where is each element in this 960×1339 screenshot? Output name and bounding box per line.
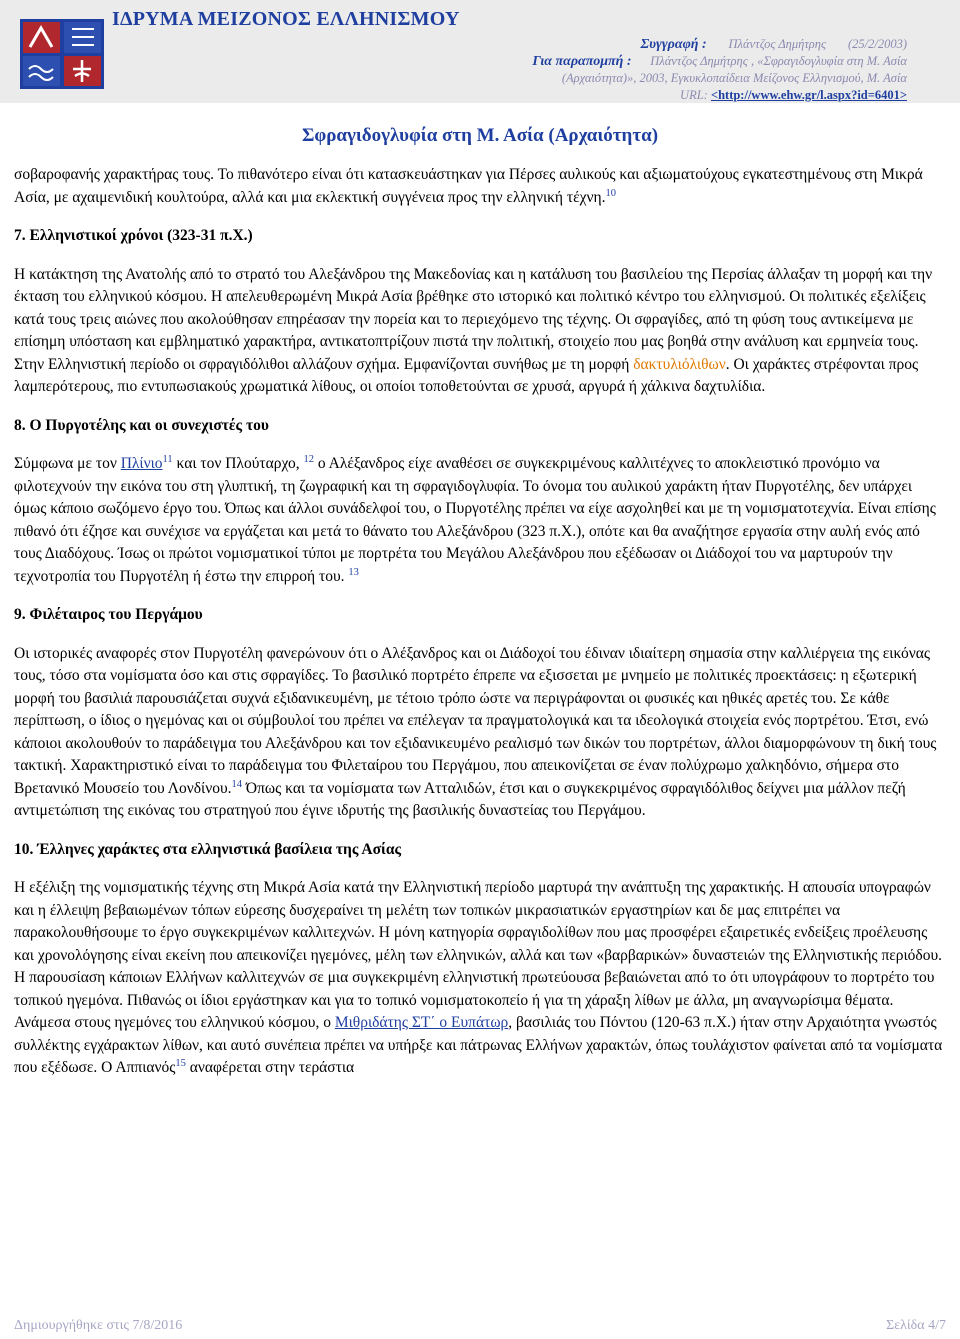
paragraph: Σύμφωνα με τον Πλίνιο$^{11}$ και τον Πλούταρχο, $^{12}$ ο Αλέξανδρος είχε αναθέσει σε συγκεκριμένους καλλιτέχνες το αποκλειστικό προνόμιο να φιλοτεχνούν την εικόνα του στη γλυπτική, τη ζωγραφική και τη σφραγιδογλυφία. Το όνομα του αυλικού χαράκτη ήταν Πυργοτέλης, δεν υπάρχει όμως κάποιο σωζόμενο έργο του. Όπως και άλλοι συνάδελφοί του, ο Πυργοτέλης πρέπει να είχε ασχοληθεί και με τη νομισματοτεχνία. Είναι επίσης πιθανό ότι έζησε και συνέχισε να εργάζεται και μετά το θάνατο του Αλεξάνδρου (323 π.Χ.), οπότε και θα αναζήτησε εργασία στην αυλή ενός από τους Διαδόχους. Ίσως οι πρώτοι νομισματικοί τύποι με πορτρέτα του Μεγάλου Αλεξάνδρου που εξέδωσαν οι Διάδοχοί του να μαρτυρούν την τεχνοτροπία του Πυργοτέλη ή έστω την επιρροή του. $^{13}$ xyxy=(14,454,936,585)
footnote-ref[interactable]: 12 xyxy=(303,454,314,465)
page-number: Σελίδα 4/7 xyxy=(886,1318,946,1333)
citation-line-1: Πλάντζος Δημήτρης , «Σφραγιδογλυφία στη Μ. Ασία xyxy=(650,54,907,68)
citation-label: Για παραπομπή : xyxy=(532,54,632,69)
foundation-logo-icon xyxy=(20,19,104,89)
footnote-ref[interactable]: 10 xyxy=(605,187,617,199)
glossary-term[interactable]: δακτυλιόλιθων xyxy=(633,355,726,373)
section-heading-10: 10. Έλληνες χαράκτες στα ελληνιστικά βασίλεια της Ασίας xyxy=(14,840,402,858)
url-label: URL: xyxy=(680,88,711,102)
document-title: Σφραγιδογλυφία στη Μ. Ασία (Αρχαιότητα) xyxy=(301,125,659,146)
page-header xyxy=(0,0,960,103)
author-date: (25/2/2003) xyxy=(847,37,907,51)
paragraph: σοβαροφανής χαρακτήρας τους. Το πιθανότερο είναι ότι κατασκευάστηκαν για Πέρσες αυλικούς και αξιωματούχους εγκατεστημένους στη Μικρά Ασία, με αχαιμενιδική κουλτούρα, αλλά και μια εκλεκτική συγγένεια προς την ελληνική τέχνη.$^{10}$ xyxy=(14,166,923,206)
citation-url-link[interactable]: <http://www.ehw.gr/l.aspx?id=6401> xyxy=(710,88,907,102)
citation-block xyxy=(347,36,907,104)
author-label: Συγγραφή : xyxy=(640,37,707,52)
section-heading-8: 8. Ο Πυργοτέλης και οι συνεχιστές του xyxy=(14,416,269,434)
article-body xyxy=(14,164,946,1096)
mithridates-link[interactable]: Μιθριδάτης ΣΤ΄ ο Ευπάτωρ xyxy=(334,1014,509,1031)
footnote-ref[interactable]: 13 xyxy=(348,566,359,578)
created-date: Δημιουργήθηκε στις 7/8/2016 xyxy=(14,1318,183,1333)
footnote-ref[interactable]: 11 xyxy=(162,454,173,465)
org-title: ΙΔΡΥΜΑ ΜΕΙΖΟΝΟΣ ΕΛΛΗΝΙΣΜΟΥ xyxy=(112,8,460,30)
author-name: Πλάντζος Δημήτρης xyxy=(728,37,827,51)
paragraph: Η κατάκτηση της Ανατολής από το στρατό του Αλεξάνδρου της Μακεδονίας και η κατάλυση του βασιλείου της Περσίας άλλαξαν τη μορφή και την έκταση του ελληνικού κόσμου. Η απελευθερωμένη Μικρά Ασία βρέθηκε στο ιστορικό και πολιτικό κέντρο του ελληνισμού. Οι πολιτικές εξελίξεις κατά τους τρεις αιώνες που ακολούθησαν επηρέασαν την πορεία και το περιεχόμενο της τέχνης. Οι σφραγίδες, από τη φύση τους αντικείμενα με επίσημη υπόσταση και εμβληματικό χαρακτήρα, αντικατοπτρίζουν πιστά την πολιτική, στοιχείο που μας βοηθά στην ανάλυση και ερμηνεία τους. Στην Ελληνιστική περίοδο οι σφραγιδόλιθοι αλλάζουν σχήμα. Εμφανίζονται συνήθως με τη μορφή δακτυλιόλιθων. Οι χαράκτες στρέφονται προς λαμπερότερους, πιο εντυπωσιακούς χρωματικά λίθους, οι οποίοι τοποθετούνται σε χρυσά, αργυρά ή χάλκινα δαχτυλίδια. xyxy=(14,265,933,395)
page-footer xyxy=(14,1318,946,1334)
pliny-link[interactable]: Πλίνιο xyxy=(120,455,163,472)
citation-line-2: (Αρχαιότητα)», 2003, Εγκυκλοπαίδεια Μείζονος Ελληνισμού, Μ. Ασία xyxy=(561,71,907,85)
paragraph: Οι ιστορικές αναφορές στον Πυργοτέλη φανερώνουν ότι ο Αλέξανδρος και οι Διάδοχοί του έδιναν ιδιαίτερη σημασία στην καλλιέργεια της εικόνας τους, τόσο στα νομίσματα όσο και στις σφραγίδες. Το βασιλικό πορτρέτο έπρεπε να εξισσεται με μνημείο με πολιτικές προεκτάσεις: η εξωτερική μορφή του βασιλιά παρουσιάζεται συχνά εξιδανικευμένη, με τέτοιο τρόπο ώστε να περιγράφονται οι φυσικές και ηθικές αρετές του. Σε κάθε περίπτωση, ο ίδιος ο ηγεμόνας και οι σύμβουλοί του πρέπει να επέλεγαν τα πραγματολογικά και τα ιδεολογικά στοιχεία ενός πορτρέτου. Έτσι, ενώ κάποιοι ακολουθούν το παράδειγμα του Αλεξάνδρου και τον εξιδανικευμένο ρεαλισμό των δικών του πορτρέτων, άλλοι διαμορφώνουν τη δική τους τακτική. Χαρακτηριστικό είναι το παράδειγμα του Φιλεταίρου του Περγάμου, που απεικονίζεται σε έναν πολύχρωμο χαλκηδόνιο, σήμερα στο Βρετανικό Μουσείο του Λονδίνου.$^{14}$ Όπως και τα νομίσματα των Ατταλιδών, έτσι και ο συγκεκριμένος σφραγιδόλιθος δείχνει μια μάλλον πεζή αντιμετώπιση της εικόνας του στρατηγού που έγινε ιδρυτής της βασιλικής δυναστείας του Περγάμου. xyxy=(14,644,937,819)
section-heading-7: 7. Ελληνιστικοί χρόνοι (323-31 π.Χ.) xyxy=(14,227,253,244)
footnote-ref[interactable]: 15 xyxy=(175,1058,186,1069)
paragraph: Η εξέλιξη της νομισματικής τέχνης στη Μικρά Ασία κατά την Ελληνιστική περίοδο μαρτυρά την ανάπτυξη της χαρακτικής. Η απουσία υπογραφών και η έλλειψη βεβαιωμένων τόπων εύρεσης δυσχεραίνει τη μελέτη των τοπικών μικρασιατικών εργαστηρίων και δε μας επιτρέπει να παρακολουθήσουμε το έργο συγκεκριμένων καλλιτεχνών. Η μόνη κατηγορία σφραγιδολίθων που μας προσφέρει εξαιρετικές ενδείξεις προέλευσης και χρονολόγησης είναι εκείνη που απεικονίζει ηγεμόνες, μέλη των ελληνικών, αλλά και των «βαρβαρικών» δυναστειών της Ελληνιστικής περιόδου. Η παρουσίαση κάποιων Ελλήνων καλλιτεχνών σε μια συγκεκριμένη ελληνιστική πρωτεύουσα βεβαιώνεται από το ότι υπογράφουν το πορτρέτο του τοπικού ηγεμόνα. Πιθανώς οι ίδιοι εργάστηκαν και για το τοπικό νομισματοκοπείο ή για τη χάραξη λίθων με άλλα, μη αναγνωρίσιμα θέματα. Ανάμεσα στους ηγεμόνες του ελληνικού κόσμου, ο Μιθριδάτης ΣΤ΄ ο Ευπάτωρ, βασιλιάς του Πόντου (120-63 π.Χ.) ήταν στην Αρχαιότητα γνωστός συλλέκτης εγχάρακτων λίθων, και αυτό συνέπεια πρέπει να υπήρξε και πάτρωνας Ελλήνων χαρακτών, όπως τουλάχιστον φαίνεται από τα νομίσματα που εξέδωσε. Ο Αππιανός$^{15}$ αναφέρεται στην τεράστια xyxy=(14,879,943,1076)
section-heading-9: 9. Φιλέταιρος του Περγάμου xyxy=(14,606,203,623)
footnote-ref[interactable]: 14 xyxy=(231,778,243,790)
